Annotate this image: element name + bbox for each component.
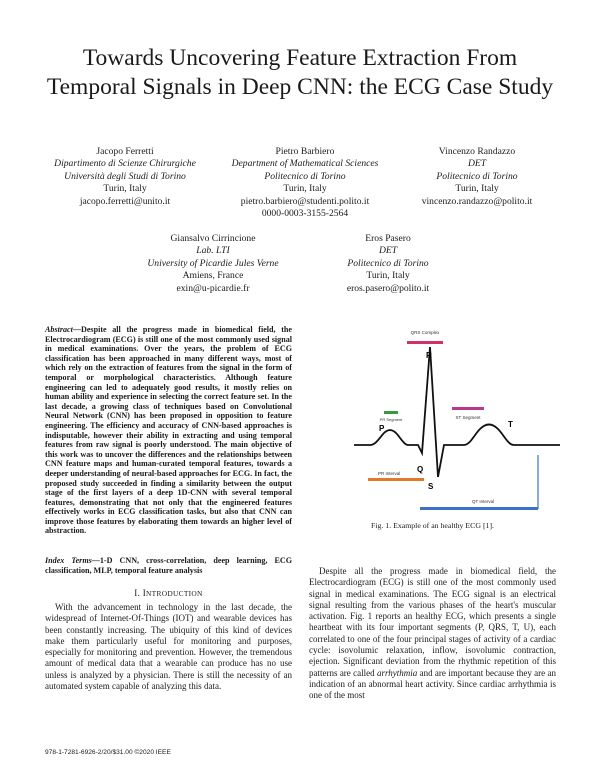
st-label: ST Segment xyxy=(455,415,481,420)
author-email[interactable]: eros.pasero@polito.it xyxy=(346,282,430,294)
intro-right-text-1: Despite all the progress made in biomedical field, the Electrocardiogram (ECG) is still one of the most commonly used signal in medical examinations. The ECG signal is an electrical signal resulting from the various phases of the heart's muscular activation. Fig. 1 reports an healthy ECG, which presents a single heartbeat with its four important segments (P, QRS, T, U), each correlated to one of the four principal stages of activity of a cardiac cycle: isovolumic relaxation, inflow, isovolumic contraction, ejection. Significant deviation from the rhythmic repetition of this patterns are called xyxy=(309,566,556,678)
wave-label-r: R xyxy=(426,351,432,360)
author-city: Turin, Italy xyxy=(366,270,410,282)
qt-interval-label: QT Interval xyxy=(472,499,495,504)
intro-right-text-2: and are important because they are an indication of an abnormal heart activity. Since cardiac arrhythmia is one of the most xyxy=(309,667,556,701)
author-affiliation: Università degli Studi di Torino xyxy=(64,170,186,182)
author-email[interactable]: exin@u-picardie.fr xyxy=(176,282,250,294)
author-city: Turin, Italy xyxy=(103,183,147,195)
author-block-5 xyxy=(293,233,483,295)
author-city: Turin, Italy xyxy=(283,183,327,195)
section-heading-introduction xyxy=(45,588,292,598)
author-dept: Lab. LTI xyxy=(196,245,230,257)
author-dept: Dipartimento di Scienze Chirurgiche xyxy=(54,158,196,170)
author-affiliation: Politecnico di Torino xyxy=(264,170,346,182)
qt-interval-bar xyxy=(420,507,538,510)
wave-label-s: S xyxy=(428,482,434,491)
author-name: Giansalvo Cirrincione xyxy=(170,233,256,244)
wave-label-t: T xyxy=(508,420,513,429)
abstract xyxy=(45,325,292,536)
author-dept: DET xyxy=(467,158,487,170)
pr-interval-bar xyxy=(368,478,424,481)
qrs-label: QRS Complex xyxy=(410,330,440,335)
section-initial: I xyxy=(142,588,147,598)
ecg-figure xyxy=(352,325,562,515)
intro-right-emphasis: arrhythmia xyxy=(376,667,418,678)
author-email[interactable]: jacopo.ferretti@unito.it xyxy=(79,195,171,207)
author-affiliation: Politecnico di Torino xyxy=(347,257,429,269)
author-city: Amiens, France xyxy=(182,270,244,282)
abstract-text: —Despite all the progress made in biomedical field, the Electrocardiogram (ECG) is still one of the most commonly used signal in medical examinations. Over the years, the problem of ECG classification has been approached in many different ways, most of which rely on the extraction of features from the signal in the form of temporal or morphological characteristics. Although feature engineering can led to adequately good results, it mostly relies on human ability and experience in selecting the correct feature set. In the last decade, a growing class of techniques based on Convolutional Neural Network (CNN) has been proposed in opposition to feature engineering. The efficiency and accuracy of CNN-based approaches is indisputable, however their ability in extracting and using temporal features from raw signal is poorly understood. The main objective of this work was to uncover the differences and the relationships between CNN feature maps and human-curated temporal features, towards a deeper understanding of neural-based approaches for ECG. In fact, the proposed study succeeded in finding a similarity between the output stage of the first layers of a deep 1D-CNN with several temporal features, demonstrating that not only that the engineered features effectively works in ECG classification tasks, but also that CNN can improve those features by elaborating them towards an higher level of abstraction. xyxy=(45,325,292,536)
index-terms-text: —1-D CNN, cross-correlation, deep learning, ECG classification, MLP, temporal feature analysis xyxy=(45,556,292,575)
pr-segment-bar xyxy=(384,411,398,414)
author-name: Eros Pasero xyxy=(365,233,411,244)
wave-label-q: Q xyxy=(417,465,424,474)
author-name: Pietro Barbiero xyxy=(275,146,335,157)
author-email[interactable]: pietro.barbiero@studenti.polito.it xyxy=(240,195,370,207)
pr-interval-label: PR Interval xyxy=(378,471,401,476)
intro-paragraph-right xyxy=(309,566,556,702)
author-affiliation: University of Picardie Jules Verne xyxy=(147,257,279,269)
author-orcid: 0000-0003-3155-2564 xyxy=(261,208,349,220)
author-name: Jacopo Ferretti xyxy=(96,146,154,157)
intro-paragraph-left: With the advancement in technology in the last decade, the widespread of Internet-Of-Things (IOT) and wearable devices has been constantly increasing. The ubiquity of this kind of devices make them particularly useful for monitoring and purposes, especially for monitoring and prevention. However, the tremendous amount of medical data that a wearable can produce has no use unless is analyzed by a physician. There is still the necessity of an automated system capable of analyzing this data. xyxy=(45,602,292,692)
index-terms xyxy=(45,556,292,575)
section-number: I. xyxy=(134,588,143,598)
wave-label-p: P xyxy=(379,424,385,433)
author-city: Turin, Italy xyxy=(455,183,499,195)
author-affiliation: Politecnico di Torino xyxy=(436,170,518,182)
st-bar xyxy=(452,407,484,410)
section-rest: NTRODUCTION xyxy=(146,589,203,598)
author-block-3 xyxy=(382,146,572,208)
author-dept: DET xyxy=(378,245,398,257)
author-block-2 xyxy=(205,146,405,220)
paper-title: Towards Uncovering Feature Extraction From Temporal Signals in Deep CNN: the ECG Case Study xyxy=(46,45,554,100)
abstract-lead: Abstract xyxy=(45,325,73,334)
index-terms-lead: Index Terms xyxy=(45,556,92,565)
figure-caption: Fig. 1. Example of an healthy ECG [1]. xyxy=(371,521,494,530)
author-block-1 xyxy=(30,146,220,208)
author-email[interactable]: vincenzo.randazzo@polito.it xyxy=(421,195,533,207)
author-block-4 xyxy=(118,233,308,295)
copyright-footer: 978-1-7281-6926-2/20/$31.00 ©2020 IEEE xyxy=(45,749,171,756)
qrs-bar xyxy=(407,341,443,344)
author-dept: Department of Mathematical Sciences xyxy=(231,158,379,170)
author-name: Vincenzo Randazzo xyxy=(438,146,516,157)
pr-segment-label: PR Segment xyxy=(379,417,403,422)
